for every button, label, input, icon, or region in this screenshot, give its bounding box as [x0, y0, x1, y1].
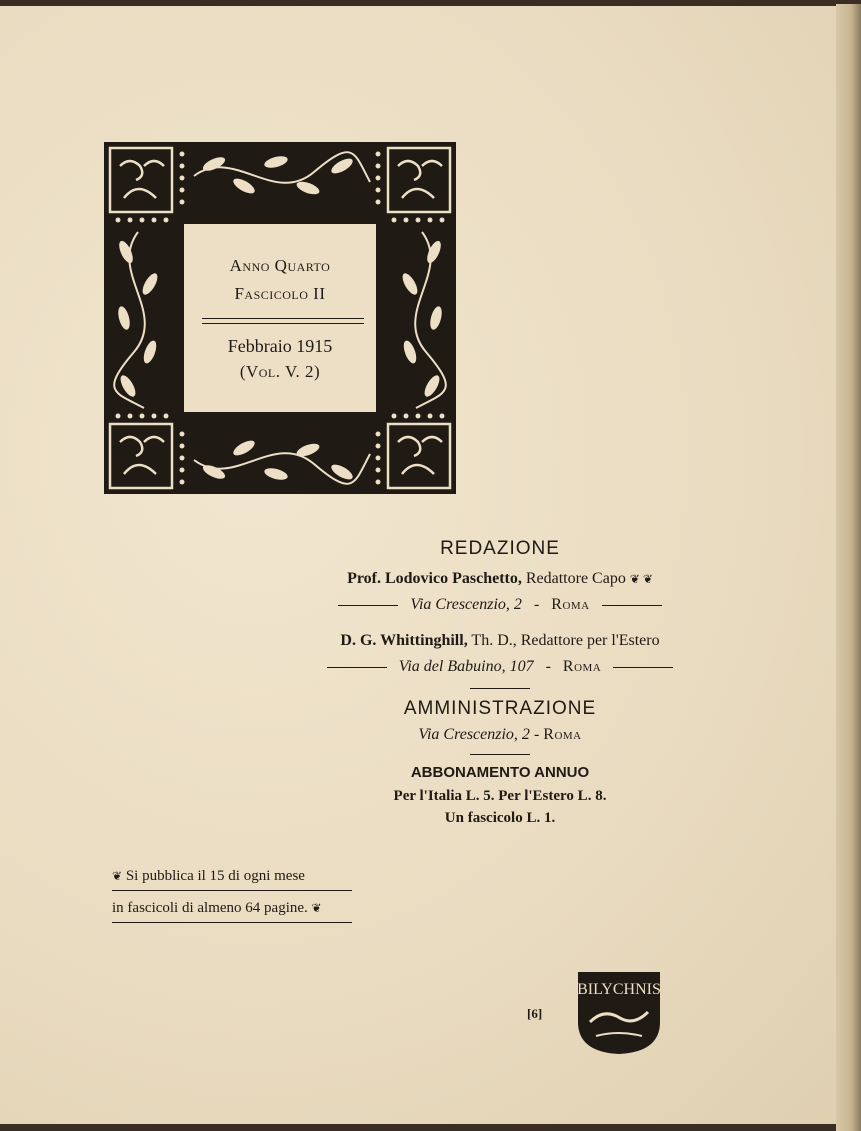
publication-line-1: [112, 868, 352, 885]
year-label: Anno Quarto: [229, 256, 331, 275]
printer-mark-text: BILYCHNIS: [577, 981, 661, 998]
short-rule: [470, 688, 530, 689]
publication-text-2: in fascicoli di almeno 64 pagine.: [112, 900, 308, 916]
page-number: [6]: [527, 1006, 543, 1021]
separator: -: [545, 658, 551, 675]
volume-label: (Vol. V. 2): [239, 362, 321, 381]
abbonamento-prices: Per l'Italia L. 5. Per l'Estero L. 8.: [393, 788, 607, 804]
frame-divider: [202, 318, 364, 324]
dash-rule: [338, 605, 398, 606]
redazione-section: [318, 538, 682, 560]
amministrazione-address-row: [318, 726, 682, 744]
editor1-address: Via Crescenzio, 2: [410, 596, 522, 613]
editor2-address-row: [318, 658, 682, 676]
editor2-name: D. G. Whittinghill,: [340, 632, 468, 649]
amministrazione-heading: AMMINISTRAZIONE: [403, 698, 597, 719]
editor1-line: [318, 570, 682, 588]
amministrazione-address: Via Crescenzio, 2: [418, 726, 530, 743]
dash-rule: [327, 667, 387, 668]
editor1-role: Redattore Capo: [525, 570, 626, 587]
editor2-title: Th. D.,: [471, 632, 517, 649]
frame-title-panel: [184, 224, 376, 412]
editor2-address: Via del Babuino, 107: [398, 658, 534, 675]
abbonamento-prices-row: [318, 788, 682, 805]
publication-rule: [112, 890, 352, 891]
leaf-icon: ❦: [112, 869, 123, 883]
editor1-city: Roma: [551, 596, 590, 613]
date-label: Febbraio 1915: [227, 336, 333, 356]
publication-text-1: Si pubblica il 15 di ogni mese: [125, 868, 305, 884]
editor2-line: [318, 632, 682, 650]
abbonamento-section: [318, 764, 682, 781]
short-rule: [470, 754, 530, 755]
amministrazione-section: [318, 698, 682, 720]
leaf-icon: ❦: [311, 901, 322, 915]
printer-mark-icon: [572, 966, 666, 1056]
separator: -: [533, 596, 540, 613]
separator: -: [533, 726, 540, 743]
section-divider: [318, 688, 682, 689]
page-edge: [836, 4, 861, 1131]
dash-rule: [613, 667, 673, 668]
editor1-address-row: [318, 596, 682, 614]
redazione-heading: REDAZIONE: [440, 538, 560, 559]
amministrazione-city: Roma: [543, 726, 582, 743]
editor2-role: Redattore per l'Estero: [520, 632, 660, 649]
abbonamento-single: Un fascicolo L. 1.: [444, 810, 556, 826]
abbonamento-single-row: [318, 810, 682, 827]
issue-label: Fascicolo II: [234, 284, 326, 303]
ornamental-frame: [104, 142, 456, 494]
publication-line-2: [112, 900, 352, 917]
abbonamento-heading: ABBONAMENTO ANNUO: [410, 764, 590, 781]
section-divider: [318, 754, 682, 755]
publication-rule: [112, 922, 352, 923]
editor2-city: Roma: [562, 658, 602, 675]
leaf-icon: ❦ ❦: [629, 572, 653, 586]
editor1-name: Prof. Lodovico Paschetto,: [347, 570, 522, 587]
dash-rule: [602, 605, 662, 606]
